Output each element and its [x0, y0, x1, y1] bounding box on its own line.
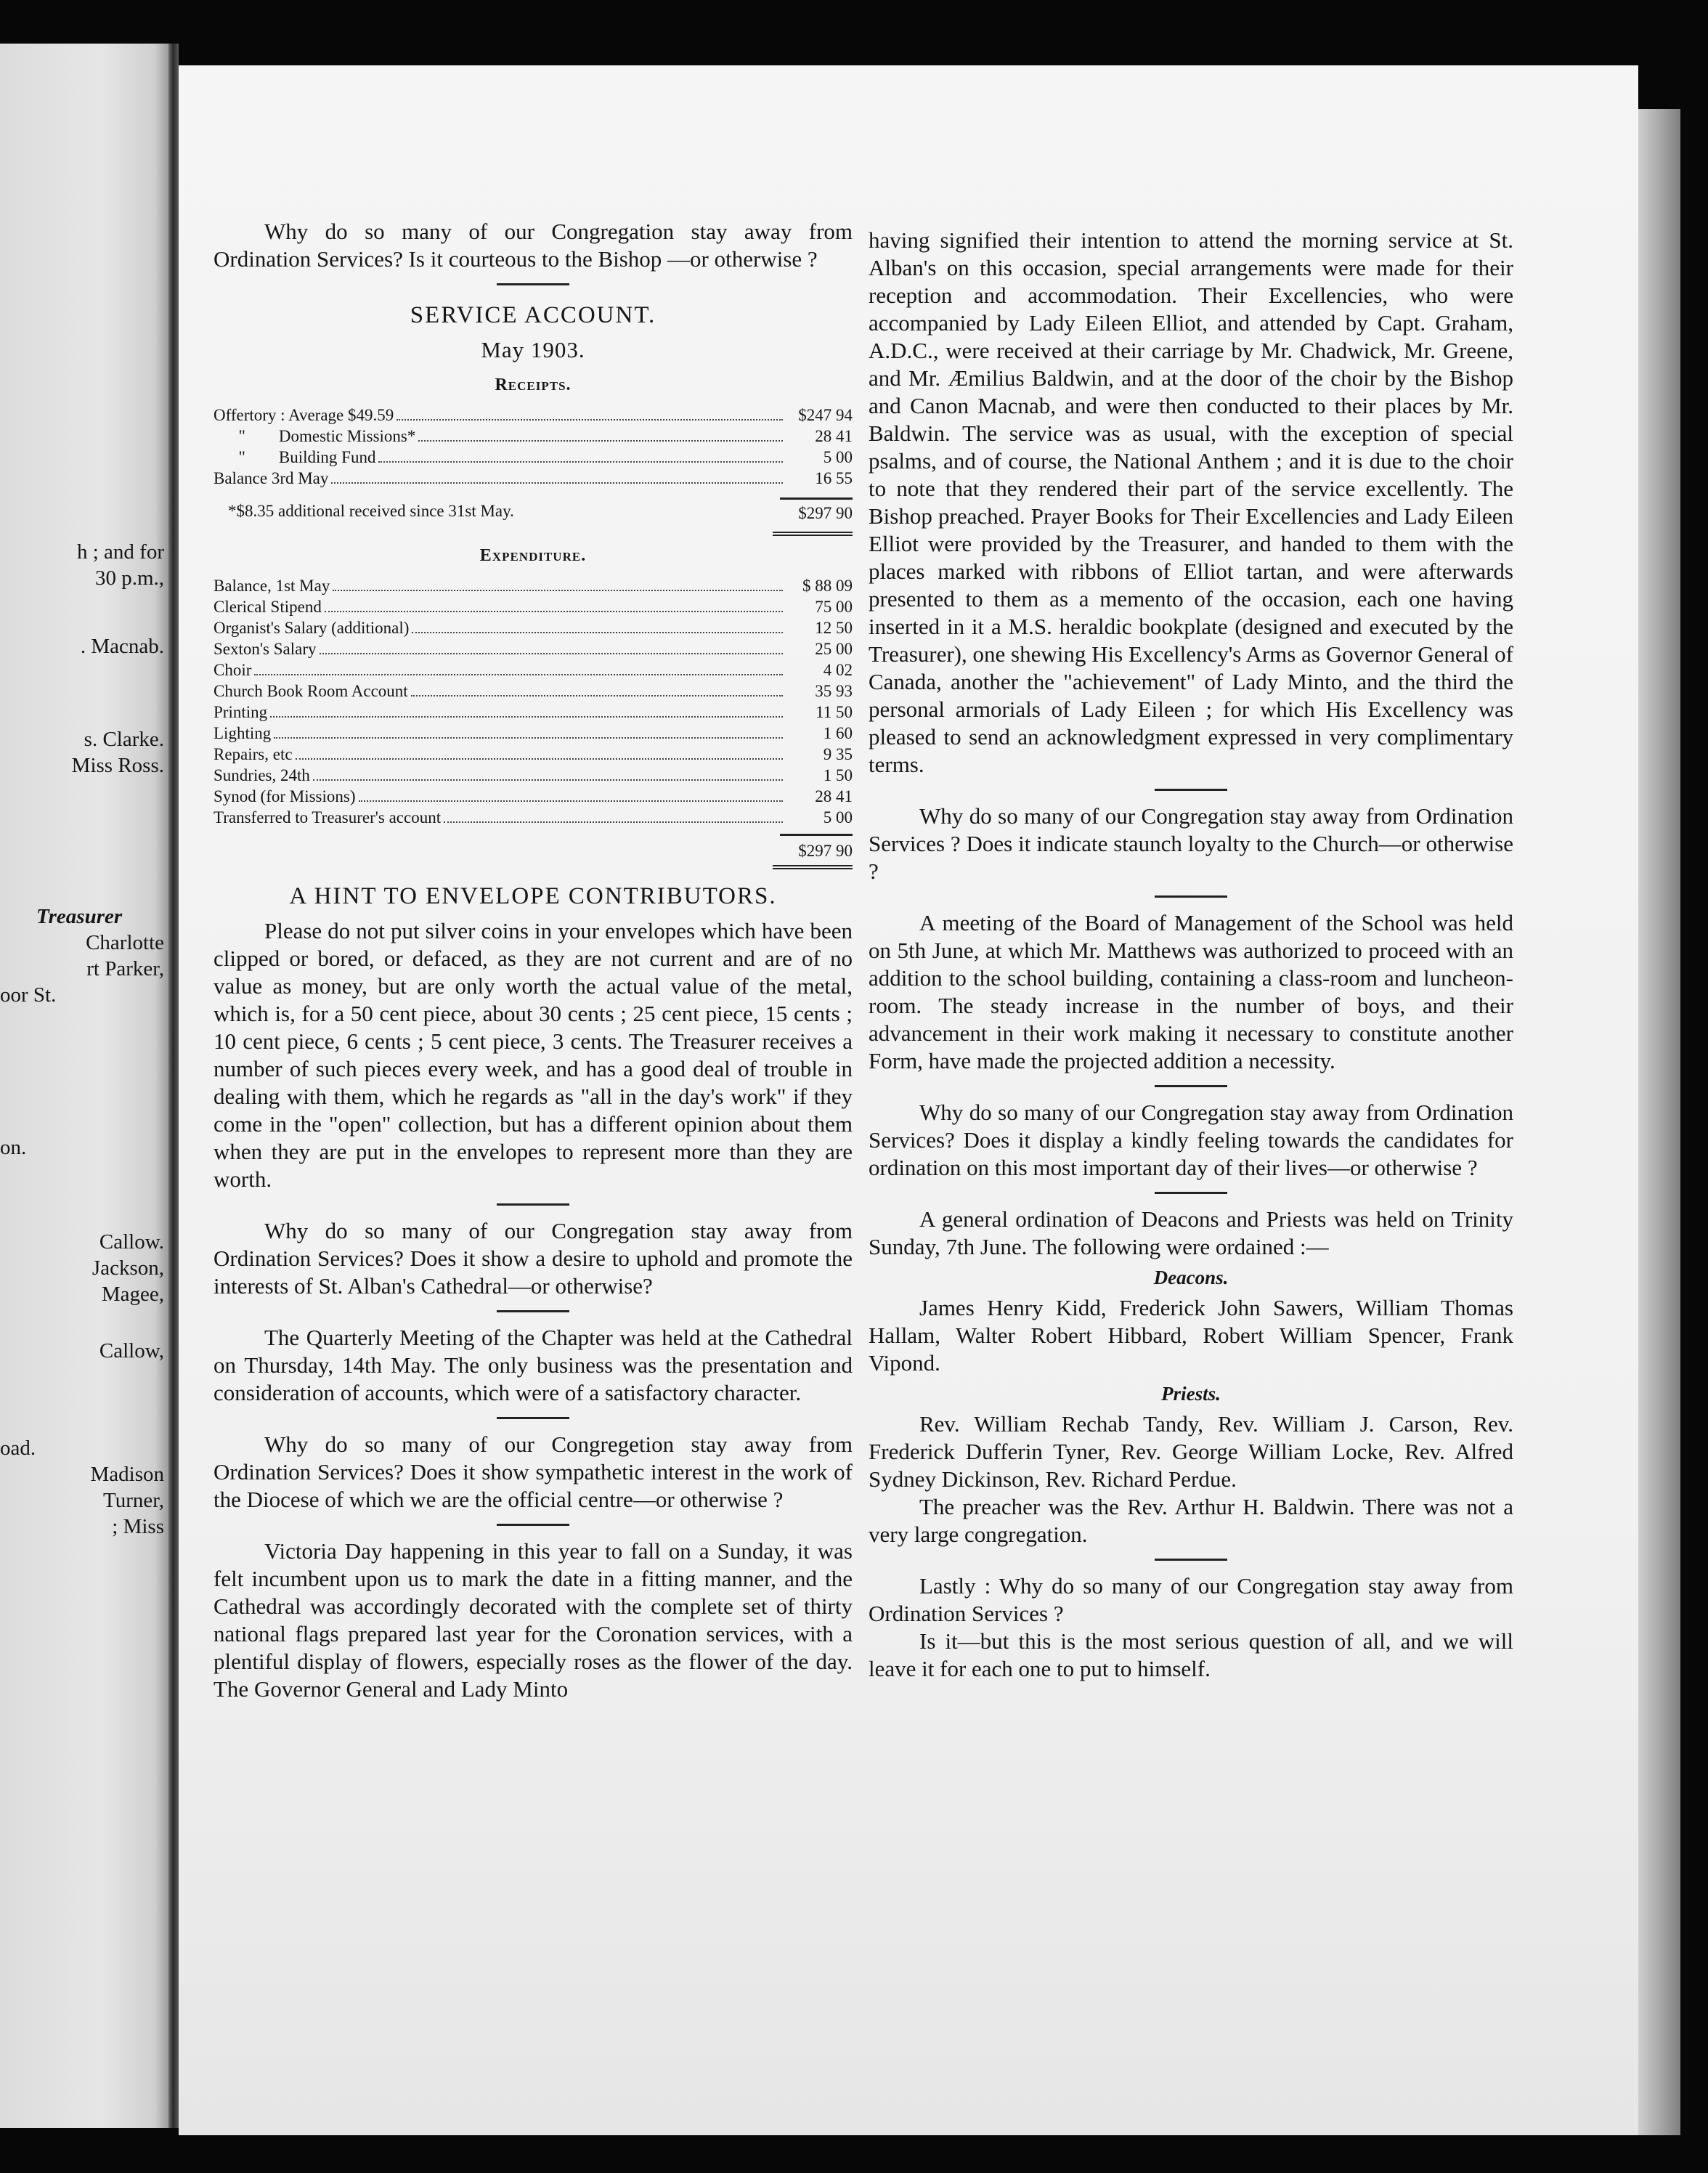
expenditure-row [214, 659, 853, 681]
hint-paragraph: Please do not put silver coins in your envelopes which have been clipped or bored, or defaced, as they are not current and are of no value as money, but are only worth the actual value of the metal, which is, for a 50 cent piece, about 30 cents ; 25 cent piece, 15 cents ; 10 cent piece, 6 cents ; 5 cent piece, 3 cents. The Treasurer receives a number of such pieces every week, and has a good deal of trouble in dealing with them, which he regards as "all in the day's work" if they come in the "open" collection, but has a different opinion about them when they are put in the envelopes to represent more than they are worth. [214, 918, 853, 1192]
receipts-row [214, 426, 853, 447]
lastly-paragraph: Lastly : Why do so many of our Congregation stay away from Ordination Services ? [869, 1573, 1513, 1626]
divider [1155, 789, 1227, 791]
receipts-amount: 16 55 [815, 469, 853, 487]
left-page-fragment: Treasurer [36, 905, 123, 928]
divider [1155, 895, 1227, 898]
leader-dots [313, 779, 783, 781]
divider [1155, 1085, 1227, 1087]
expenditure-row [214, 596, 853, 617]
expenditure-label: Synod (for Missions) [214, 787, 356, 805]
left-page-fragment: Magee, [101, 1283, 164, 1306]
intro-paragraph: Why do so many of our Congregation stay away from Ordination Services? Is it courteous to the Bishop —or otherwise ? [214, 219, 853, 272]
receipts-amount: 28 41 [815, 427, 853, 445]
leader-dots [444, 821, 783, 823]
left-page-fragment: on. [0, 1136, 27, 1159]
divider [497, 1203, 569, 1206]
priests-heading: Priests. [1161, 1383, 1221, 1405]
priests-names: Rev. William Rechab Tandy, Rev. William J. Carson, Rev. Frederick Dufferin Tyner, Rev. George William Locke, Rev. Alfred Sydney Dickinson, Rev. Richard Perdue. [869, 1411, 1513, 1492]
left-page-fragment: oad. [0, 1437, 36, 1460]
expenditure-amount: 12 50 [815, 619, 853, 637]
receipts-label: " Building Fund [214, 448, 376, 466]
leader-dots [320, 653, 784, 654]
receipts-heading: Receipts. [495, 375, 572, 394]
receipts-total: $297 90 [780, 497, 853, 527]
leader-dots [254, 674, 783, 675]
left-page-fragment: rt Parker, [86, 957, 164, 980]
loyalty-paragraph: Why do so many of our Congregation stay away from Ordination Services ? Does it indicate staunch loyalty to the Church—or otherwise ? [869, 803, 1513, 884]
left-page-fragment: Callow, [99, 1339, 164, 1362]
leader-dots [270, 716, 783, 718]
expenditure-label: Church Book Room Account [214, 682, 408, 700]
expenditure-amount: 4 02 [823, 661, 853, 679]
leader-dots [331, 482, 783, 484]
expenditure-label: Balance, 1st May [214, 577, 330, 595]
right-column [869, 227, 1513, 1683]
expenditure-amount: 28 41 [815, 787, 853, 805]
left-column [214, 218, 853, 1703]
left-page-fragment: Callow. [99, 1230, 164, 1254]
left-page-fragment: h ; and for [77, 540, 164, 564]
expenditure-amount: 9 35 [823, 745, 853, 763]
expenditure-row [214, 744, 853, 765]
kindly-paragraph: Why do so many of our Congregation stay away from Ordination Services? Does it display a kindly feeling towards the candidates for ordination on this most important day of their lives—or otherwise ? [869, 1100, 1513, 1180]
chapter-paragraph: The Quarterly Meeting of the Chapter was held at the Cathedral on Thursday, 14th May. The only business was the presentation and consideration of accounts, which were of a satisfactory character. [214, 1325, 853, 1405]
page-gutter [168, 44, 179, 2128]
expenditure-row [214, 765, 853, 786]
expenditure-amount: 75 00 [815, 598, 853, 616]
expenditure-row [214, 575, 853, 596]
receipts-amount: $247 94 [798, 406, 853, 424]
divider [497, 1417, 569, 1419]
divider [1155, 1192, 1227, 1194]
expenditure-row [214, 786, 853, 807]
left-page-fragment: s. Clarke. [84, 728, 164, 751]
deacons-names: James Henry Kidd, Frederick John Sawers, William Thomas Hallam, Walter Robert Hibbard, Robert William Spencer, Frank Vipond. [869, 1295, 1513, 1376]
left-page-strip [0, 44, 168, 2128]
expenditure-row [214, 807, 853, 828]
receipts-amount: 5 00 [823, 448, 853, 466]
expenditure-amount: 5 00 [823, 808, 853, 826]
receipts-row [214, 468, 853, 489]
leader-dots [296, 758, 783, 760]
final-paragraph: Is it—but this is the most serious question of all, and we will leave it for each one to put to himself. [869, 1628, 1513, 1681]
expenditure-label: Printing [214, 703, 268, 721]
expenditure-row [214, 723, 853, 744]
receipts-row [214, 447, 853, 468]
account-month: May 1903. [481, 337, 585, 362]
receipts-label: Offertory : Average $49.59 [214, 406, 394, 424]
leader-dots [325, 611, 783, 612]
leader-dots [359, 800, 783, 802]
expenditure-row [214, 681, 853, 702]
left-page-fragment: Turner, [103, 1489, 164, 1512]
expenditure-amount: 1 50 [823, 766, 853, 784]
left-page-fragment: ; Miss [112, 1515, 164, 1538]
divider [497, 283, 569, 285]
divider [1155, 1559, 1227, 1561]
expenditure-label: Organist's Salary (additional) [214, 619, 410, 637]
victoria-day-paragraph: Victoria Day happening in this year to fall on a Sunday, it was felt incumbent upon us to mark the date in a fitting manner, and the Cathedral was accordingly decorated with the complete set of thirty national flags prepared last year for the Coronation services, with a plentiful display of flowers, especially roses as the flower of the day. The Governor General and Lady Minto [214, 1538, 853, 1702]
leader-dots [274, 737, 783, 739]
sympathetic-paragraph: Why do so many of our Congregetion stay away from Ordination Services? Does it show sympathetic interest in the work of the Diocese of which we are the official centre—or otherwise ? [214, 1431, 853, 1512]
expenditure-amount: 35 93 [815, 682, 853, 700]
preacher-paragraph: The preacher was the Rev. Arthur H. Baldwin. There was not a very large congregation. [869, 1494, 1513, 1547]
uphold-paragraph: Why do so many of our Congregation stay away from Ordination Services? Does it show a desire to uphold and promote the interests of St. Alban's Cathedral—or otherwise? [214, 1218, 853, 1299]
leader-dots [412, 632, 783, 633]
expenditure-amount: 11 50 [816, 703, 853, 721]
expenditure-total-row [214, 834, 853, 865]
leader-dots [396, 419, 783, 421]
expenditure-row [214, 702, 853, 723]
deacons-heading: Deacons. [1153, 1267, 1229, 1288]
left-page-fragment: oor St. [0, 983, 57, 1007]
receipts-label: " Domestic Missions* [214, 427, 416, 445]
expenditure-amount: $ 88 09 [802, 577, 853, 595]
hint-title: A HINT TO ENVELOPE CONTRIBUTORS. [289, 883, 777, 909]
left-page-fragment: . Macnab. [80, 635, 164, 658]
expenditure-label: Sundries, 24th [214, 766, 310, 784]
ordination-paragraph: A general ordination of Deacons and Priests was held on Trinity Sunday, 7th June. The following were ordained :— [869, 1206, 1513, 1259]
left-page-fragment: Miss Ross. [71, 754, 164, 777]
school-paragraph: A meeting of the Board of Management of the School was held on 5th June, at which Mr. Matthews was authorized to proceed with an addition to the school building, containing a class-room and luncheon-room. The steady increase in the number of boys, and their advancement in their work making it necessary to constitute another Form, have made the projected addition a necessity. [869, 910, 1513, 1073]
expenditure-label: Transferred to Treasurer's account [214, 808, 442, 826]
expenditure-label: Choir [214, 661, 252, 679]
receipts-note: *$8.35 additional received since 31st May. [228, 502, 514, 520]
expenditure-double-rule [773, 865, 853, 869]
expenditure-label: Clerical Stipend [214, 598, 322, 616]
total-double-rule [773, 532, 853, 536]
left-page-fragment: Jackson, [92, 1256, 164, 1280]
expenditure-total: $297 90 [780, 834, 853, 865]
divider [497, 1310, 569, 1312]
expenditure-label: Sexton's Salary [214, 640, 317, 658]
account-title: SERVICE ACCOUNT. [410, 302, 656, 328]
receipts-label: Balance 3rd May [214, 469, 329, 487]
leader-dots [333, 590, 783, 591]
left-page-fragment: Madison [90, 1463, 164, 1486]
leader-dots [378, 461, 783, 463]
left-page-fragment: 30 p.m., [94, 566, 164, 590]
expenditure-heading: Expenditure. [479, 546, 587, 565]
expenditure-amount: 1 60 [823, 724, 853, 742]
expenditure-row [214, 638, 853, 659]
receipts-list [214, 405, 853, 489]
leader-dots [411, 695, 783, 696]
expenditure-label: Repairs, etc [214, 745, 293, 763]
divider [497, 1524, 569, 1526]
expenditure-list [214, 575, 853, 828]
expenditure-row [214, 617, 853, 638]
left-page-fragment: Charlotte [86, 931, 164, 954]
receipts-note-row [214, 497, 853, 527]
expenditure-amount: 25 00 [815, 640, 853, 658]
expenditure-label: Lighting [214, 724, 272, 742]
receipts-row [214, 405, 853, 426]
right-page-edge [1638, 109, 1680, 2135]
victoria-day-continued: having signified their intention to attend the morning service at St. Alban's on this occasion, special arrangements were made for their reception and accommodation. Their Excellencies, who were accompanied by Lady Eileen Elliot, and attended by Capt. Graham, A.D.C., were received at their carriage by Mr. Chadwick, Mr. Greene, and Mr. Æmilius Baldwin, and at the door of the choir by the Bishop and Canon Macnab, and were then conducted to their places by Mr. Baldwin. The service was as usual, with the exception of special psalms, and of course, the National Anthem ; and it is due to the choir to note that they rendered their part of the service excellently. The Bishop preached. Prayer Books for Their Excellencies and Lady Eileen Elliot were provided by the Treasurer, and handed to them with the places marked with ribbons of Elliot tartan, and were afterwards presented to them as a memento of the occasion, each one having inserted in it a M.S. heraldic bookplate (designed and executed by the Treasurer), one shewing His Excellency's Arms as Governor General of Canada, another the "achievement" of Lady Minto, and the third the personal armorials of Lady Eileen ; for which His Excellency was pleased to send an acknowledgment expressed in very complimentary terms. [869, 227, 1513, 777]
leader-dots [418, 440, 783, 442]
